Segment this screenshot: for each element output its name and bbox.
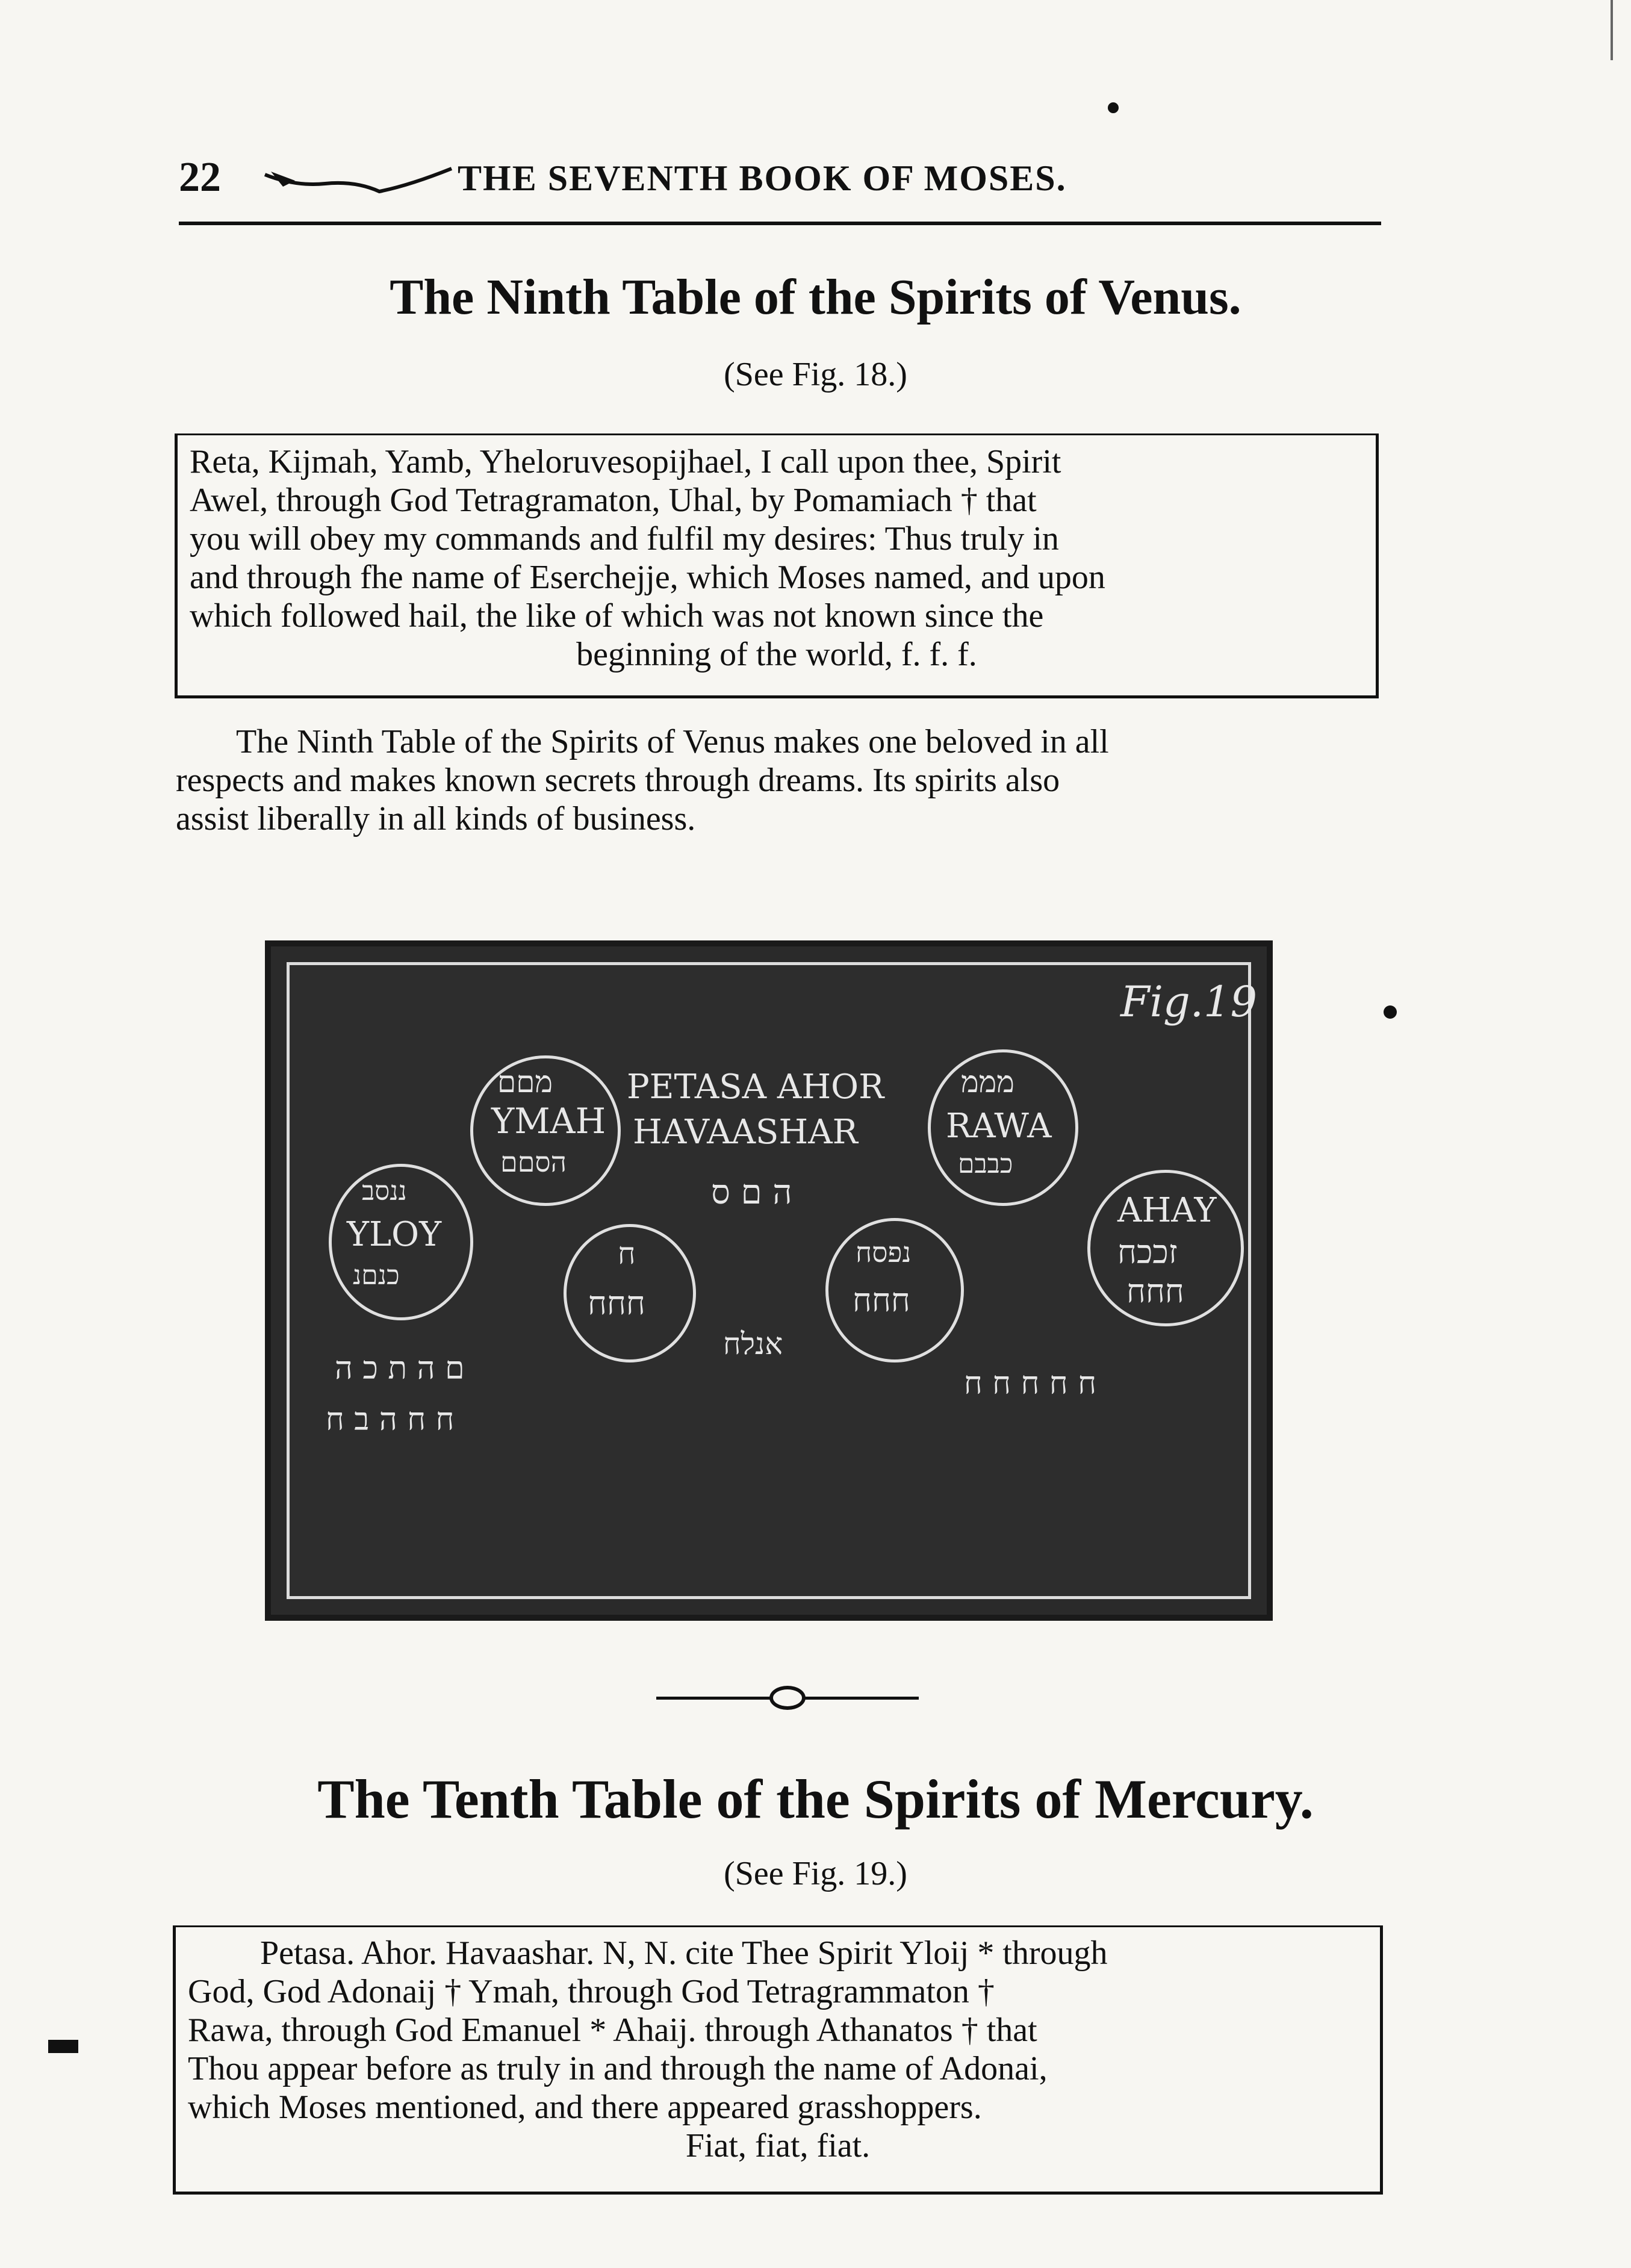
invocation-line: Reta, Kijmah, Yamb, Yheloruvesopijhael, I call upon thee, Spirit <box>190 443 1061 480</box>
center-names-line1: PETASA AHOR <box>627 1067 884 1107</box>
seal-yloy-name: YLOY <box>347 1215 442 1254</box>
seal-ahay-name: AHAY <box>1117 1191 1217 1230</box>
seal-lower-left-hebrew-bottom: חחח <box>588 1284 645 1322</box>
center-names-line2: HAVAASHAR <box>633 1113 858 1152</box>
margin-mark <box>1108 102 1119 113</box>
invocation-line: Petasa. Ahor. Havaashar. N, N. cite Thee Spirit Yloij * through <box>260 1934 1108 1972</box>
description-line: The Ninth Table of the Spirits of Venus makes one beloved in all <box>236 723 1109 760</box>
invocation-line: Rawa, through God Emanuel * Ahaij. through Athanatos † that <box>188 2012 1037 2049</box>
figure-inner-frame <box>287 962 1258 1599</box>
lower-left-hebrew-line2: ח ח ה ב ח <box>326 1402 455 1438</box>
seal-rawa-hebrew-top: מממ <box>961 1064 1014 1099</box>
invocation-last-line: beginning of the world, f. f. f. <box>576 636 977 673</box>
seal-yloy-hebrew-top: ננסב <box>362 1176 407 1207</box>
seal-lower-left-hebrew-top: ח <box>618 1236 636 1271</box>
lower-left-hebrew-line1: ם ה ת כ ה <box>335 1350 465 1387</box>
seal-ahay-hebrew-bottom: חחח <box>1126 1272 1184 1310</box>
seal-ahay-hebrew-mid: זככח <box>1117 1233 1178 1271</box>
center-hebrew: ה ם ס <box>711 1173 792 1212</box>
section-divider-left <box>656 1697 771 1700</box>
invocation-line: Awel, through God Tetragramaton, Uhal, by Pomamiach † that <box>190 482 1037 519</box>
fig-reference-19: (See Fig. 19.) <box>724 1855 907 1892</box>
section-title-venus: The Ninth Table of the Spirits of Venus. <box>390 269 1241 325</box>
margin-mark <box>48 2040 78 2053</box>
invocation-line: you will obey my commands and fulfil my desires: Thus truly in <box>190 520 1059 558</box>
mercury-invocation-box <box>173 1927 1383 2195</box>
seal-rawa-name: RAWA <box>946 1107 1052 1146</box>
header-flourish-ornament <box>259 163 458 199</box>
margin-mark <box>1384 1005 1397 1019</box>
seal-rawa-hebrew-bottom: כבבם <box>958 1149 1013 1179</box>
seal-ymah-name: YMAH <box>491 1101 606 1142</box>
header-rule <box>179 222 1381 225</box>
margin-mark <box>1611 0 1613 60</box>
invocation-line: and through fhe name of Eserchejje, which Moses named, and upon <box>190 559 1105 596</box>
seal-ymah-hebrew-bottom: הסםם <box>500 1146 567 1178</box>
figure-19-table <box>265 940 1273 1621</box>
seal-ymah-hebrew-top: מםם <box>497 1064 553 1099</box>
venus-invocation-box <box>175 433 1379 698</box>
section-title-mercury: The Tenth Table of the Spirits of Mercury. <box>317 1768 1314 1830</box>
invocation-line: God, God Adonaij † Ymah, through God Tetragrammaton † <box>188 1973 995 2010</box>
seal-lower-right-hebrew-top: נפסח <box>856 1236 912 1269</box>
seal-lower-right-hebrew-bottom: חחח <box>853 1281 910 1319</box>
invocation-line: which followed hail, the like of which was not known since the <box>190 597 1044 635</box>
invocation-last-line: Fiat, fiat, fiat. <box>685 2127 871 2164</box>
section-divider-right <box>804 1697 919 1700</box>
lower-mid-hebrew: אנלח <box>723 1326 783 1361</box>
description-line: respects and makes known secrets through dreams. Its spirits also <box>176 762 1060 799</box>
mercury-box-top-rule <box>173 1925 1383 1927</box>
page-number: 22 <box>179 154 221 200</box>
description-line: assist liberally in all kinds of business. <box>176 800 696 837</box>
running-title: THE SEVENTH BOOK OF MOSES. <box>458 158 1067 198</box>
venus-description <box>176 722 1380 838</box>
fig-reference-18: (See Fig. 18.) <box>724 356 907 393</box>
invocation-line: Thou appear before as truly in and through the name of Adonai, <box>188 2050 1048 2087</box>
lower-right-hebrew: ח ח ח ח ח <box>964 1365 1096 1402</box>
invocation-line: which Moses mentioned, and there appeared grasshoppers. <box>188 2089 982 2126</box>
section-divider-knot-icon <box>769 1686 806 1710</box>
figure-label: Fig.19 <box>1120 977 1258 1027</box>
seal-yloy-hebrew-bottom: כנםנ <box>353 1260 400 1291</box>
